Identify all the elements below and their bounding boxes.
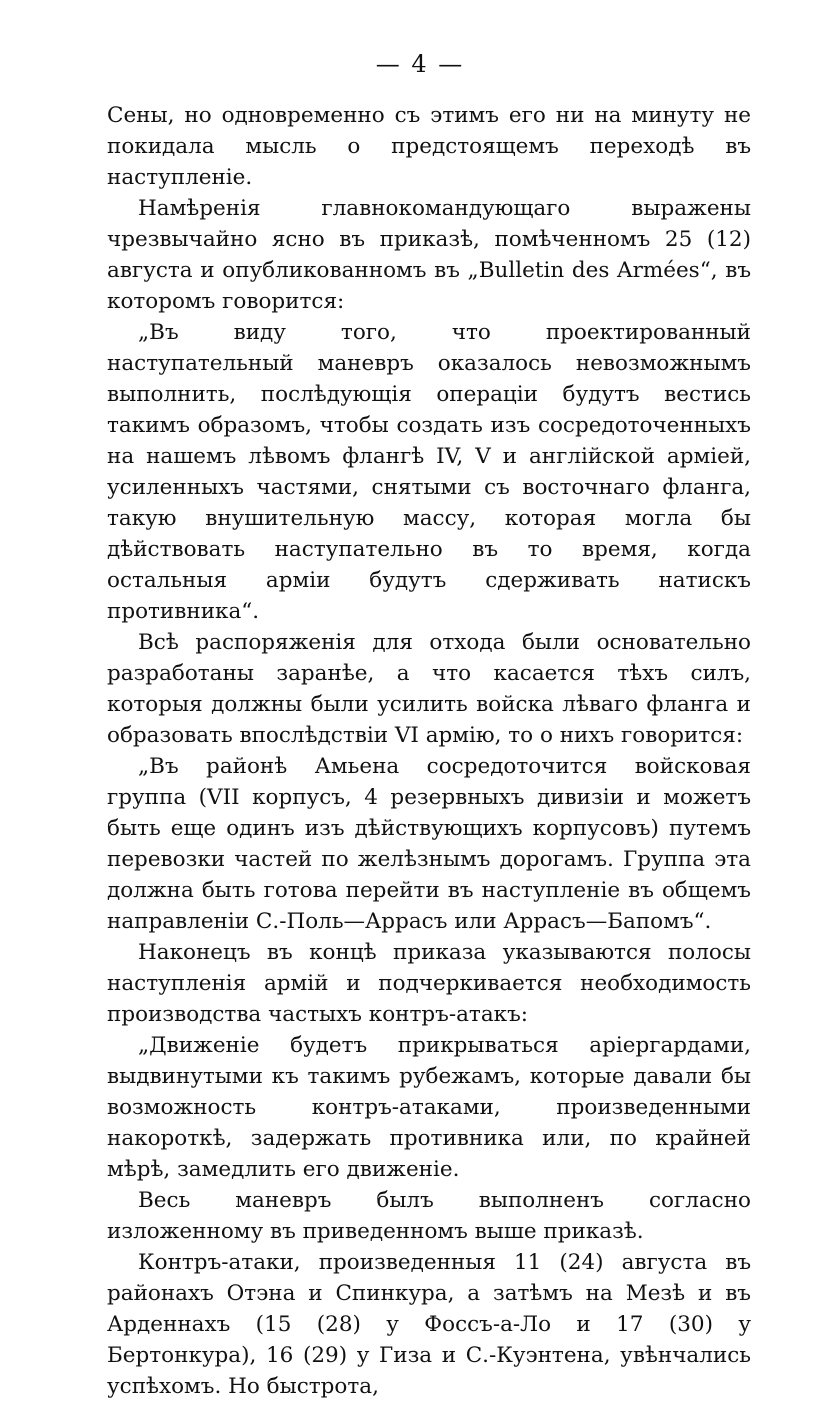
body-text (107, 100, 751, 1402)
paragraph: Намѣренія главнокомандующаго выражены чрезвычайно ясно въ приказѣ, помѣченномъ 25 (12) августа и опубликованномъ въ „Bulletin des Armées“, въ которомъ говорится: (107, 196, 751, 314)
paragraph: Контръ-атаки, произведенныя 11 (24) августа въ районахъ Отэна и Спинкура, а затѣмъ на Мезѣ и въ Арденнахъ (15 (28) у Фоссъ-а-Ло и 17 (30) у Бертонкура), 16 (29) у Гиза и С.-Куэнтена, увѣнчались успѣхомъ. Но быстрота, (107, 1250, 751, 1399)
quote-paragraph: „Въ районѣ Амьена сосредоточится войсковая группа (VII корпусъ, 4 резервныхъ дивизіи и можетъ быть еще одинъ изъ дѣйствующихъ корпусовъ) путемъ перевозки частей по желѣзнымъ дорогамъ. Группа эта должна быть готова перейти въ наступленіе въ общемъ направленіи С.-Поль—Аррасъ или Аррасъ—Бапомъ“. (107, 754, 751, 934)
quote-paragraph: „Въ виду того, что проектированный наступательный маневръ оказалось невозможнымъ выполнить, послѣдующія операціи будутъ вестись такимъ образомъ, чтобы создать изъ сосредоточенныхъ на нашемъ лѣвомъ флангѣ IV, V и англійской арміей, усиленныхъ частями, снятыми съ восточнаго фланга, такую внушительную массу, которая могла бы дѣйствовать наступательно въ то время, когда остальныя арміи будутъ сдерживать натискъ противника“. (107, 320, 751, 624)
paragraph: Весь маневръ былъ выполненъ согласно изложенному въ приведенномъ выше приказѣ. (107, 1188, 751, 1244)
paragraph: Сены, но одновременно съ этимъ его ни на минуту не покидала мысль о предстоящемъ переходѣ въ наступленіе. (107, 103, 751, 190)
paragraph: Наконецъ въ концѣ приказа указываются полосы наступленія армій и подчеркивается необходимость производства частыхъ контръ-атакъ: (107, 940, 751, 1027)
paragraph: Всѣ распоряженія для отхода были основательно разработаны заранѣе, а что касается тѣхъ силъ, которыя должны были усилить войска лѣваго фланга и образовать впослѣдствіи VI армію, то о нихъ говорится: (107, 630, 751, 748)
quote-paragraph: „Движеніе будетъ прикрываться аріергардами, выдвинутыми къ такимъ рубежамъ, которые давали бы возможность контръ-атаками, произведенными накороткѣ, задержать противника или, по крайней мѣрѣ, замедлить его движеніе. (107, 1033, 751, 1182)
page-number: — 4 — (375, 50, 465, 78)
